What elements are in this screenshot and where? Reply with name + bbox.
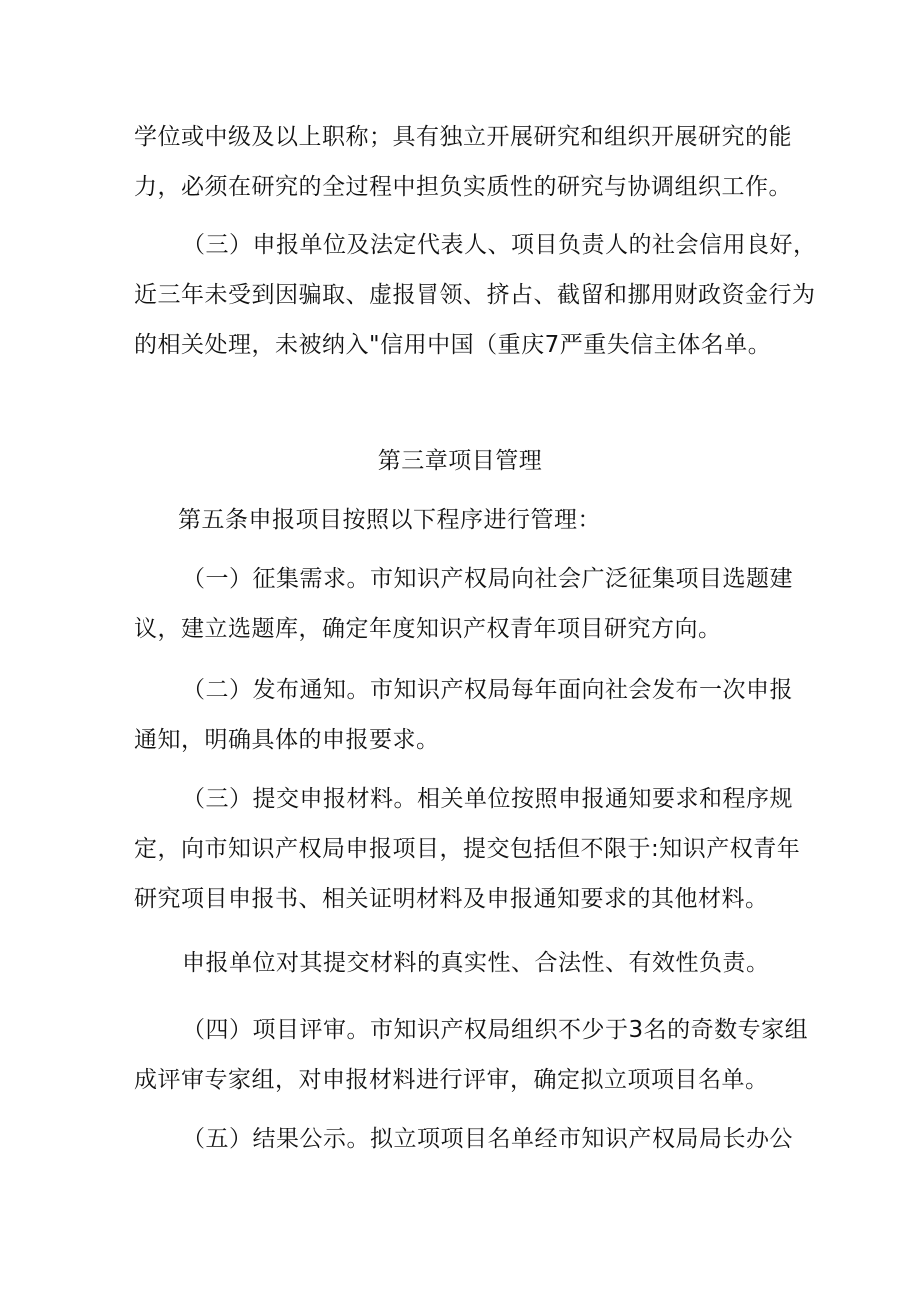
chapter-heading: 第三章项目管理 [377, 448, 543, 474]
paragraph-submit-materials [134, 774, 824, 924]
text-line: 议，建立选题库，确定年度知识产权青年项目研究方向。 [134, 616, 722, 642]
paragraph-responsibility [134, 938, 824, 988]
text-line: 力，必须在研究的全过程中担负实质性的研究与协调组织工作。 [134, 174, 792, 200]
text-line: 第五条申报项目按照以下程序进行管理： [178, 507, 601, 533]
text-line: （一）征集需求。市知识产权局向社会广泛征集项目选题建 [182, 566, 793, 592]
text-line: 定，向市知识产权局申报项目，提交包括但不限于:知识产权青年 [134, 836, 801, 862]
text-line: （三）提交申报材料。相关单位按照申报通知要求和程序规 [182, 786, 793, 812]
text-line: （五）结果公示。拟立项项目名单经市知识产权局局长办公 [182, 1126, 793, 1152]
text-line: 申报单位对其提交材料的真实性、合法性、有效性负责。 [182, 950, 770, 976]
paragraph-publish-notice [134, 665, 824, 765]
text-line: （二）发布通知。市知识产权局每年面向社会发布一次申报 [182, 677, 793, 703]
text-line: 研究项目申报书、相关证明材料及申报通知要求的其他材料。 [134, 886, 769, 912]
paragraph-collect-needs [134, 554, 824, 654]
text-line: 成评审专家组，对申报材料进行评审，确定拟立项项目名单。 [134, 1067, 769, 1093]
paragraph-credit [134, 220, 824, 370]
text-line: 学位或中级及以上职称；具有独立开展研究和组织开展研究的能 [134, 124, 792, 150]
text-line: 的相关处理，未被纳入"信用中国（重庆7严重失信主体名单。 [134, 332, 772, 358]
text-line: （三）申报单位及法定代表人、项目负责人的社会信用良好， [182, 232, 817, 258]
paragraph-review [134, 1005, 824, 1105]
paragraph-publicity [134, 1114, 824, 1164]
paragraph-article-five [134, 495, 824, 545]
paragraph-qualification [134, 112, 824, 212]
text-line: 近三年未受到因骗取、虚报冒领、挤占、截留和挪用财政资金行为 [134, 282, 816, 308]
text-line: 通知，明确具体的申报要求。 [134, 727, 440, 753]
text-line: （四）项目评审。市知识产权局组织不少于3名的奇数专家组 [182, 1017, 809, 1043]
